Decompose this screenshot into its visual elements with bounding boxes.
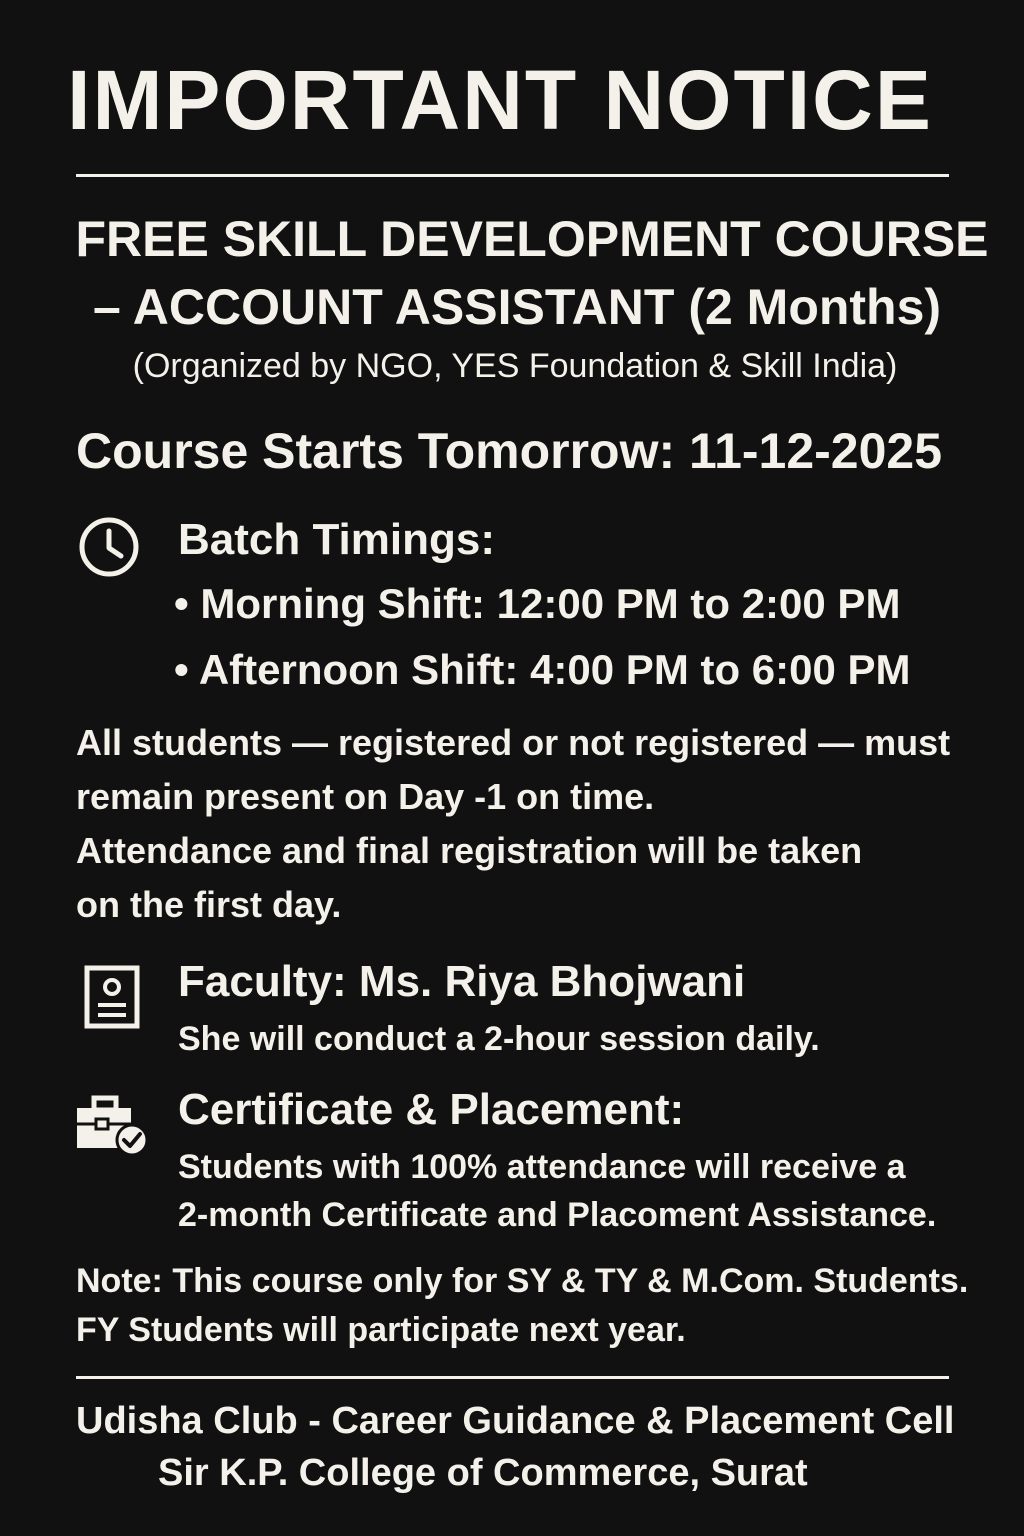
attendance-line: All students — registered or not registered — must: [76, 722, 951, 763]
certificate-line: 2-month Certificate and Placoment Assistance.: [178, 1196, 937, 1234]
course-title-line1: FREE SKILL DEVELOPMENT COURSE: [75, 211, 989, 267]
footer-club: Udisha Club - Career Guidance & Placement Cell: [76, 1400, 955, 1442]
faculty-detail: She will conduct a 2-hour session daily.: [178, 1020, 820, 1058]
afternoon-shift: • Afternoon Shift: 4:00 PM to 6:00 PM: [174, 646, 911, 693]
id-card-icon: [84, 965, 140, 1029]
morning-shift: • Morning Shift: 12:00 PM to 2:00 PM: [174, 580, 901, 627]
bottom-divider: [76, 1376, 949, 1379]
course-title-line2: – ACCOUNT ASSISTANT (2 Months): [92, 279, 942, 335]
note-line: FY Students will participate next year.: [76, 1311, 686, 1349]
course-start-date: Course Starts Tomorrow: 11-12-2025: [76, 423, 943, 479]
faculty-heading: Faculty: Ms. Riya Bhojwani: [178, 957, 746, 1006]
top-divider: [76, 174, 949, 177]
notice-title: IMPORTANT NOTICE: [67, 53, 933, 147]
attendance-line: Attendance and final registration will be taken: [76, 830, 863, 871]
briefcase-check-icon: [74, 1092, 150, 1158]
certificate-heading: Certificate & Placement:: [178, 1085, 685, 1134]
attendance-line: on the first day.: [76, 884, 342, 925]
organizer-text: (Organized by NGO, YES Foundation & Skill India): [132, 347, 898, 385]
clock-icon: [78, 516, 140, 578]
attendance-line: remain present on Day -1 on time.: [76, 776, 655, 817]
batch-timings-heading: Batch Timings:: [178, 515, 496, 564]
footer-college: Sir K.P. College of Commerce, Surat: [158, 1452, 808, 1494]
certificate-line: Students with 100% attendance will receive a: [178, 1148, 906, 1186]
note-line: Note: This course only for SY & TY & M.Com. Students.: [76, 1262, 969, 1300]
